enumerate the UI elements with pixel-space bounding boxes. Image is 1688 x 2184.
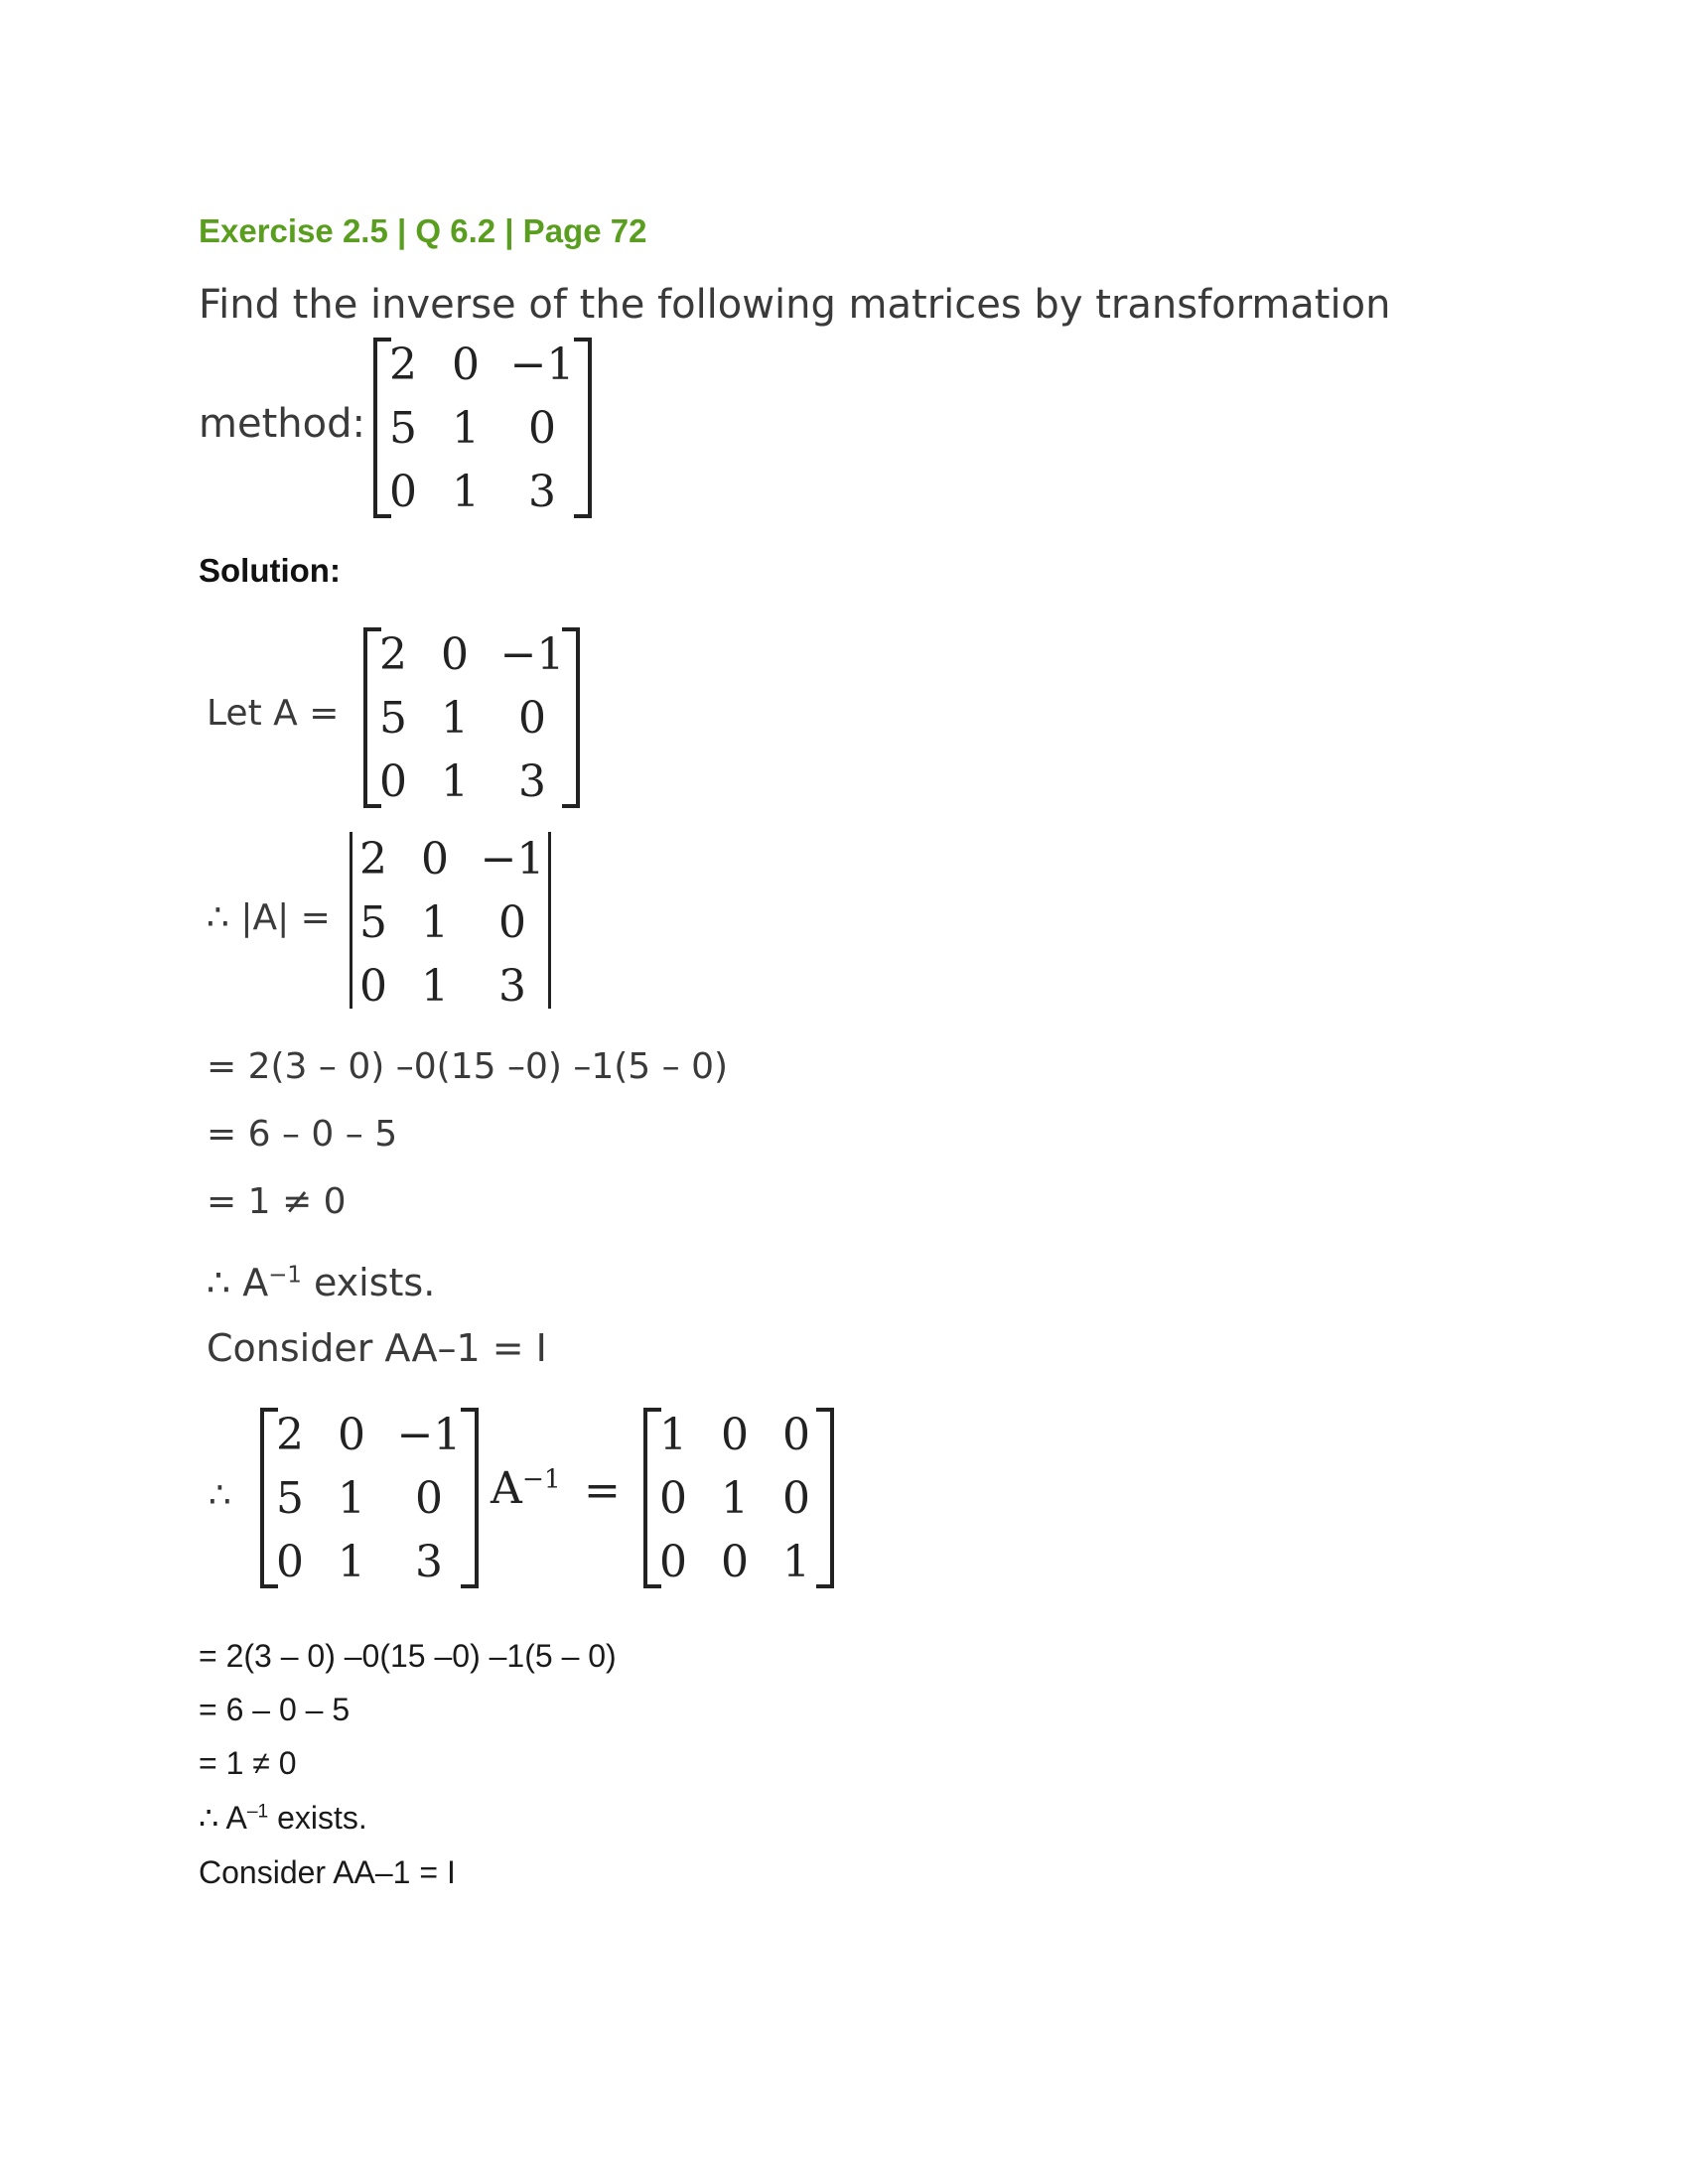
inverse-base: A (491, 1463, 522, 1514)
consider-line: Consider AA–1 = I (207, 1326, 547, 1370)
determinant-matrix (350, 832, 558, 1013)
inverse-term (491, 1463, 561, 1514)
determinant-step-3: = 1 ≠ 0 (207, 1181, 347, 1222)
exists-suffix: exists. (301, 1261, 436, 1304)
matrix-cell: 0 (441, 629, 469, 680)
matrix-cell: 0 (338, 1410, 365, 1460)
determinant-step-1: = 2(3 – 0) –0(15 –0) –1(5 – 0) (207, 1046, 729, 1087)
matrix-cell: 1 (338, 1537, 365, 1587)
matrix-cell: 1 (659, 1410, 687, 1460)
matrix-cell: 0 (421, 834, 449, 885)
matrix-cell: 2 (379, 629, 407, 680)
matrix-cell: 1 (721, 1473, 749, 1524)
plain-exists-prefix: ∴ A (199, 1800, 247, 1836)
matrix-cell: 3 (498, 961, 526, 1012)
matrix-cell: 1 (338, 1473, 365, 1524)
equation-therefore: ∴ (209, 1475, 231, 1516)
inverse-exists-line (207, 1261, 435, 1304)
matrix-cell: 2 (276, 1410, 304, 1460)
matrix-cell: 1 (452, 403, 480, 454)
matrix-cell: 0 (518, 693, 546, 744)
matrix-cell: 0 (389, 467, 417, 517)
equation-left-matrix (260, 1408, 479, 1588)
matrix-cell: −1 (499, 629, 565, 680)
inverse-sup: −1 (521, 1463, 561, 1495)
matrix-cell: 0 (415, 1473, 443, 1524)
exists-sup: −1 (268, 1262, 302, 1289)
question-matrix (373, 338, 592, 518)
matrix-cell: 5 (276, 1473, 304, 1524)
matrix-cell: 0 (782, 1473, 810, 1524)
matrix-cell: 0 (721, 1410, 749, 1460)
matrix-cell: 2 (389, 340, 417, 390)
left-bar (350, 832, 352, 1009)
matrix-cell: 0 (498, 897, 526, 948)
solution-label: Solution: (199, 552, 341, 589)
matrix-cell: 0 (721, 1537, 749, 1587)
right-bracket (816, 1408, 834, 1588)
matrix-cell: 3 (528, 467, 556, 517)
matrix-cell: 0 (659, 1537, 687, 1587)
matrix-cell: 0 (659, 1473, 687, 1524)
matrix-cell: 0 (379, 756, 407, 807)
matrix-cell: 0 (452, 340, 480, 390)
plain-consider-line: Consider AA–1 = I (199, 1854, 456, 1890)
right-bracket (574, 338, 592, 518)
matrix-cell: 3 (415, 1537, 443, 1587)
equals-sign: = (584, 1465, 621, 1516)
matrix-cell: 1 (441, 693, 469, 744)
plain-exists-suffix: exists. (268, 1800, 367, 1836)
matrix-cell: 5 (379, 693, 407, 744)
question-text-line2: method: (199, 401, 365, 447)
matrix-cell: −1 (396, 1410, 462, 1460)
matrix-cell: 5 (389, 403, 417, 454)
matrix-a (363, 627, 582, 808)
exists-prefix: ∴ A (207, 1261, 269, 1304)
matrix-cell: 1 (421, 961, 449, 1012)
identity-matrix (643, 1408, 832, 1588)
matrix-cell: 0 (528, 403, 556, 454)
right-bracket (562, 627, 580, 808)
right-bar (548, 832, 551, 1009)
determinant-step-2: = 6 – 0 – 5 (207, 1114, 398, 1155)
matrix-cell: 0 (782, 1410, 810, 1460)
determinant-label: ∴ |A| = (207, 897, 331, 938)
matrix-cell: −1 (480, 834, 545, 885)
matrix-cell: 0 (359, 961, 387, 1012)
right-bracket (461, 1408, 479, 1588)
matrix-cell: 1 (452, 467, 480, 517)
plain-step-1: = 2(3 – 0) –0(15 –0) –1(5 – 0) (199, 1638, 617, 1674)
plain-step-2: = 6 – 0 – 5 (199, 1692, 351, 1727)
plain-step-3: = 1 ≠ 0 (199, 1745, 297, 1781)
exercise-heading: Exercise 2.5 | Q 6.2 | Page 72 (199, 212, 647, 249)
matrix-cell: 2 (359, 834, 387, 885)
matrix-cell: 5 (359, 897, 387, 948)
matrix-cell: 1 (441, 756, 469, 807)
plain-exists-sup: –1 (246, 1801, 269, 1823)
matrix-cell: 0 (276, 1537, 304, 1587)
let-a-label: Let A = (207, 693, 340, 734)
question-text-line1: Find the inverse of the following matrices by transformation (199, 282, 1391, 328)
plain-exists-line (199, 1799, 367, 1837)
matrix-cell: 1 (421, 897, 449, 948)
matrix-cell: 3 (518, 756, 546, 807)
matrix-cell: 1 (782, 1537, 810, 1587)
matrix-cell: −1 (509, 340, 575, 390)
